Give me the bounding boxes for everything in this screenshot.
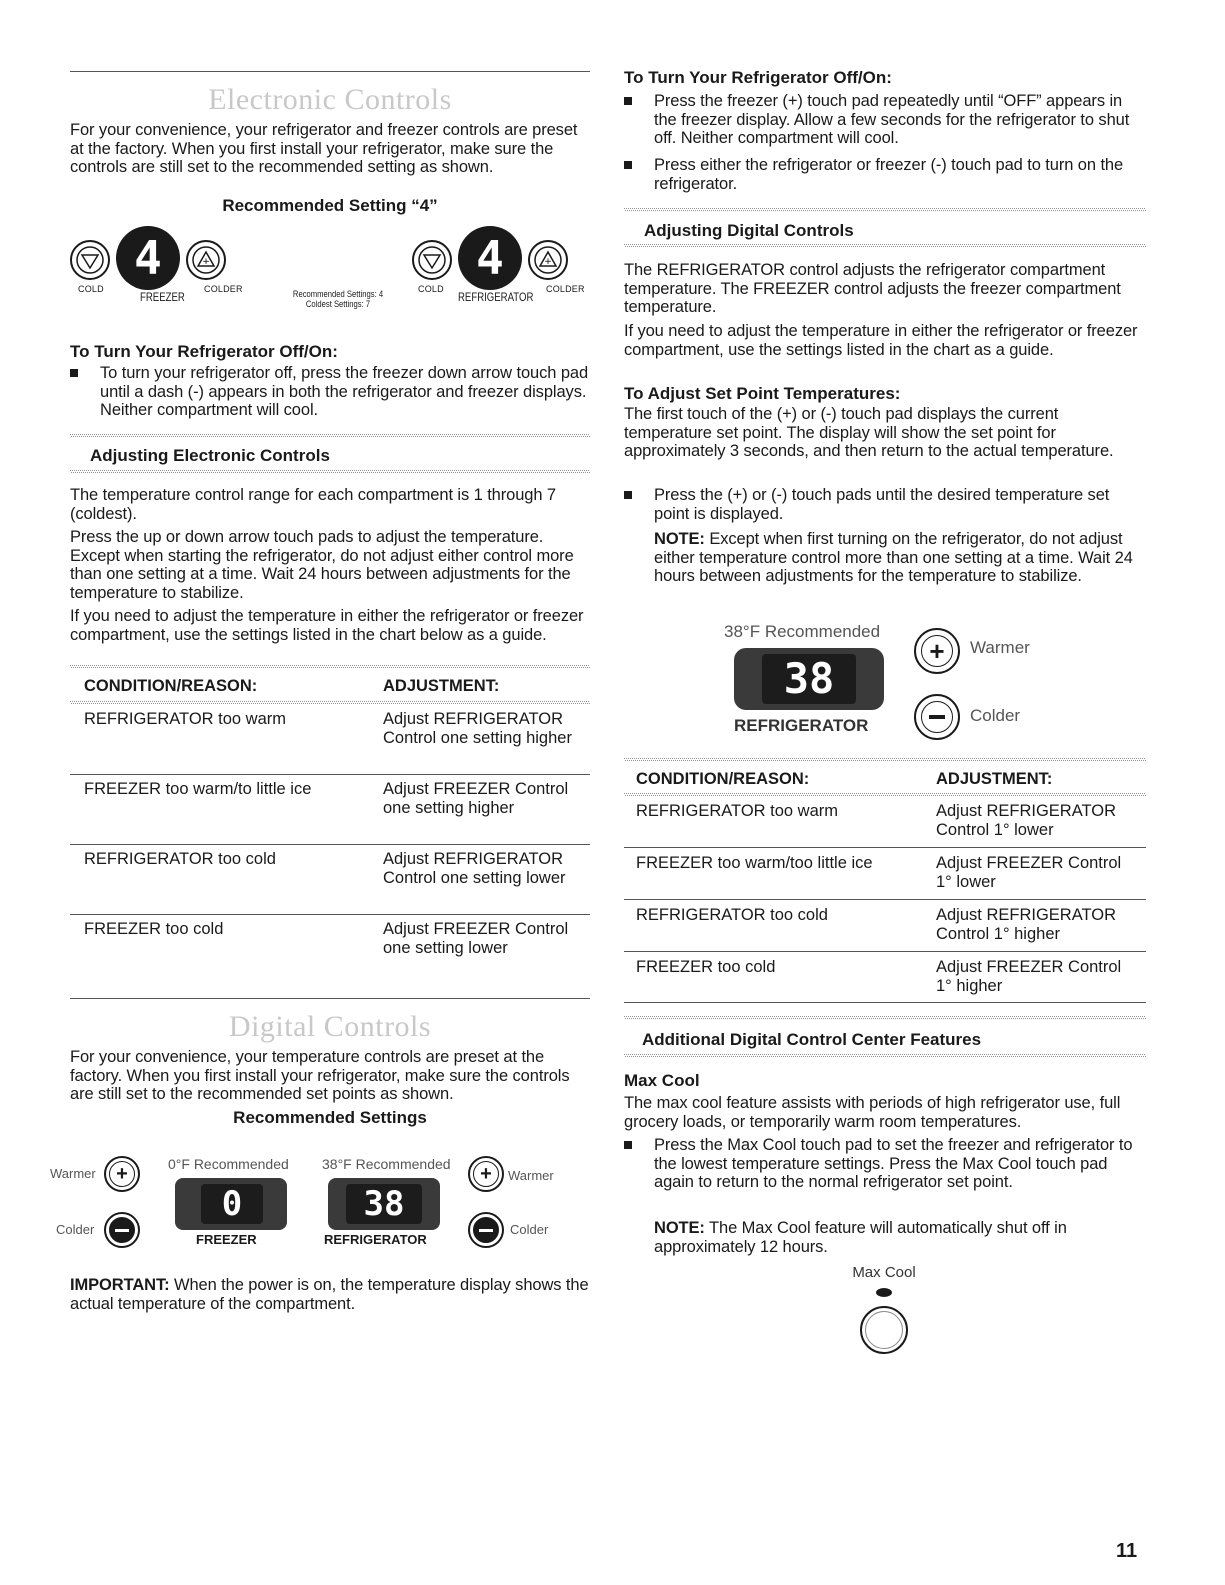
condition-column-header: CONDITION/REASON:	[636, 770, 810, 788]
adjustment-column-header: ADJUSTMENT:	[936, 770, 1053, 788]
plus-icon: +	[109, 1161, 135, 1187]
up-arrow-icon	[533, 245, 563, 275]
recommended-settings-text: Recommended Settings: 4	[292, 289, 384, 299]
features-heading: Additional Digital Control Center Features	[642, 1030, 982, 1049]
setpoint-heading: To Adjust Set Point Temperatures:	[624, 384, 901, 403]
adjustment-cell: Adjust FREEZER Control one setting lower	[383, 920, 569, 957]
bullet-icon	[624, 1141, 632, 1149]
minus-icon	[109, 1217, 135, 1243]
offon-heading: To Turn Your Refrigerator Off/On:	[624, 68, 892, 87]
freezer-recommended: 0°F Recommended	[168, 1156, 289, 1172]
refrigerator-lcd	[328, 1178, 440, 1230]
coldest-settings-text: Coldest Settings: 7	[305, 299, 371, 309]
max-cool-heading: Max Cool	[624, 1071, 700, 1090]
condition-cell: FREEZER too warm/to little ice	[84, 780, 312, 798]
colder-label: COLDER	[204, 284, 243, 294]
dotted-rule	[624, 208, 1146, 212]
recommended-setting-heading: Recommended Setting “4”	[222, 196, 438, 215]
freezer-lcd	[175, 1178, 287, 1230]
adjustment-column-header: ADJUSTMENT:	[383, 677, 500, 695]
condition-cell: REFRIGERATOR too cold	[636, 906, 828, 924]
svg-text:+: +	[202, 257, 210, 267]
colder-label: Colder	[510, 1222, 549, 1237]
freezer-lcd-digits: 0	[201, 1184, 263, 1224]
digital-controls-title: Digital Controls	[228, 1010, 432, 1043]
up-arrow-button[interactable]	[186, 240, 226, 280]
adjusting-electronic-heading: Adjusting Electronic Controls	[90, 446, 330, 465]
table-row	[70, 850, 590, 920]
minus-icon	[473, 1217, 499, 1243]
section-rule	[624, 1002, 1146, 1003]
digital-intro: For your convenience, your temperature controls are preset at the factory. When you first install your refrigerator, make sure the controls are still set to the recommended set points as shown.	[70, 1048, 570, 1103]
down-arrow-icon	[417, 245, 447, 275]
up-arrow-icon	[191, 245, 221, 275]
warmer-label: Warmer	[508, 1168, 554, 1183]
adjustment-cell: Adjust REFRIGERATOR Control 1° lower	[936, 802, 1117, 839]
table-row	[70, 920, 590, 990]
figure-plus-button[interactable]	[914, 628, 960, 674]
refrigerator-lcd-digits: 38	[346, 1184, 422, 1224]
recommended-settings-note	[280, 289, 396, 309]
refrigerator-label: REFRIGERATOR	[324, 1232, 427, 1247]
plus-icon: +	[921, 635, 953, 667]
adjust-paragraph-1: The temperature control range for each compartment is 1 through 7 (coldest).	[70, 486, 557, 523]
row-divider	[624, 847, 1146, 848]
down-arrow-button[interactable]	[412, 240, 452, 280]
freezer-minus-button[interactable]	[104, 1212, 140, 1248]
max-cool-paragraph: The max cool feature assists with periods of high refrigerator use, full grocery loads, or temporarily warm room temperatures.	[624, 1094, 1121, 1131]
offon-bullet	[70, 364, 590, 420]
freezer-label: FREEZER	[196, 1232, 257, 1247]
section-rule	[70, 998, 590, 999]
digital-control-panel	[50, 1150, 590, 1260]
bullet-icon	[624, 491, 632, 499]
figure-warmer: Warmer	[970, 638, 1030, 657]
colder-label: Colder	[56, 1222, 95, 1237]
figure-lcd-digits: 38	[762, 654, 856, 704]
indicator-light-icon	[876, 1288, 892, 1297]
freezer-plus-button[interactable]	[104, 1156, 140, 1192]
offon-bullet-2	[624, 156, 1146, 193]
svg-text:+: +	[544, 257, 552, 267]
offon-bullet-1	[624, 92, 1146, 148]
refrigerator-label: REFRIGERATOR	[458, 290, 534, 304]
section-rule	[70, 71, 590, 72]
adjustment-cell: Adjust REFRIGERATOR Control one setting higher	[383, 710, 572, 747]
setpoint-paragraph: The first touch of the (+) or (-) touch pad displays the current temperature set point. The display will show the set point for approximately 3 seconds, and then return to the actual temperature.	[624, 405, 1114, 460]
offon-bullet-1-text: Press the freezer (+) touch pad repeatedly until “OFF” appears in the freezer display. Allow a few seconds for the refrigerator to shut off. Neither compartment will cool.	[654, 92, 1130, 147]
adjusting-digital-heading: Adjusting Digital Controls	[644, 221, 854, 240]
condition-cell: FREEZER too cold	[84, 920, 224, 938]
recommended-settings-heading: Recommended Settings	[233, 1108, 427, 1127]
adjust-paragraph-3: If you need to adjust the temperature in either the refrigerator or freezer compartment, use the settings listed in the chart below as a guide.	[70, 607, 584, 644]
warmer-label: Warmer	[50, 1166, 96, 1181]
adjustment-cell: Adjust FREEZER Control 1° higher	[936, 958, 1122, 995]
electronic-intro: For your convenience, your refrigerator and freezer controls are preset at the factory. When you first install your refrigerator, make sure the controls are still set to the recommended setting as shown.	[70, 121, 578, 176]
important-paragraph	[70, 1276, 590, 1313]
bullet-icon	[70, 369, 78, 377]
electronic-controls-title: Electronic Controls	[208, 83, 452, 116]
figure-recommended: 38°F Recommended	[724, 622, 881, 641]
important-text: When the power is on, the temperature display shows the actual temperature of the compartment.	[70, 1276, 589, 1313]
setpoint-bullet-text: Press the (+) or (-) touch pads until the desired temperature set point is displayed.	[654, 486, 1110, 523]
table-row	[70, 780, 590, 850]
refrigerator-recommended: 38°F Recommended	[322, 1156, 451, 1172]
note-label: NOTE:	[654, 1219, 705, 1237]
dotted-rule	[70, 665, 590, 669]
note-text: The Max Cool feature will automatically shut off in approximately 12 hours.	[654, 1219, 1067, 1256]
setpoint-note	[654, 530, 1146, 586]
max-cool-bullet-text: Press the Max Cool touch pad to set the freezer and refrigerator to the lowest temperature settings. Press the Max Cool touch pad again to return to the normal refrigerator set point.	[654, 1136, 1133, 1191]
refrigerator-control-panel	[412, 226, 590, 306]
up-arrow-button[interactable]	[528, 240, 568, 280]
adjust-digital-paragraph-2: If you need to adjust the temperature in either the refrigerator or freezer compartment, use the settings listed in the chart as a guide.	[624, 322, 1138, 359]
refrigerator-plus-button[interactable]	[468, 1156, 504, 1192]
freezer-control-panel	[70, 226, 270, 306]
dotted-rule	[70, 470, 590, 474]
figure-lcd	[734, 648, 884, 710]
offon-heading: To Turn Your Refrigerator Off/On:	[70, 342, 338, 361]
row-divider	[70, 774, 590, 775]
freezer-label: FREEZER	[140, 290, 185, 304]
freezer-display: 4	[116, 226, 180, 290]
condition-column-header: CONDITION/REASON:	[84, 677, 258, 695]
condition-cell: FREEZER too cold	[636, 958, 776, 976]
important-label: IMPORTANT:	[70, 1276, 170, 1294]
cold-label: COLD	[78, 284, 104, 294]
dotted-rule	[70, 701, 590, 705]
plus-icon: +	[473, 1161, 499, 1187]
refrigerator-display-figure	[714, 620, 1054, 750]
down-arrow-icon	[75, 245, 105, 275]
dotted-rule	[624, 758, 1146, 762]
adjustment-cell: Adjust REFRIGERATOR Control one setting lower	[383, 850, 566, 887]
bullet-icon	[624, 97, 632, 105]
dotted-rule	[624, 793, 1146, 797]
max-cool-note	[654, 1219, 1146, 1256]
max-cool-figure	[834, 1264, 934, 1364]
adjustment-cell: Adjust FREEZER Control one setting higher	[383, 780, 569, 817]
adjustment-cell: Adjust REFRIGERATOR Control 1° higher	[936, 906, 1117, 943]
page-number: 11	[1116, 1540, 1138, 1562]
dotted-rule	[624, 244, 1146, 248]
max-cool-button-label: Max Cool	[852, 1264, 916, 1281]
max-cool-button[interactable]	[860, 1306, 908, 1354]
dotted-rule	[624, 1054, 1146, 1058]
dotted-rule	[70, 434, 590, 438]
bullet-icon	[624, 161, 632, 169]
row-divider	[70, 844, 590, 845]
condition-cell: REFRIGERATOR too cold	[84, 850, 276, 868]
max-cool-bullet	[624, 1136, 1146, 1192]
note-label: NOTE:	[654, 530, 705, 548]
adjust-paragraph-2: Press the up or down arrow touch pads to adjust the temperature. Except when starting the refrigerator, do not adjust either control more than one setting at a time. Wait 24 hours between adjustments for the temperature to stabilize.	[70, 528, 574, 602]
figure-minus-button[interactable]	[914, 694, 960, 740]
setpoint-bullet	[624, 486, 1146, 523]
down-arrow-button[interactable]	[70, 240, 110, 280]
condition-cell: REFRIGERATOR too warm	[84, 710, 287, 728]
condition-cell: FREEZER too warm/too little ice	[636, 854, 873, 872]
cold-label: COLD	[418, 284, 444, 294]
refrigerator-display: 4	[458, 226, 522, 290]
adjust-digital-paragraph-1: The REFRIGERATOR control adjusts the refrigerator compartment temperature. The FREEZER control adjusts the freezer compartment temperature.	[624, 261, 1121, 316]
table-row	[70, 710, 590, 780]
colder-label: COLDER	[546, 284, 585, 294]
figure-colder: Colder	[970, 706, 1021, 725]
row-divider	[624, 951, 1146, 952]
condition-cell: REFRIGERATOR too warm	[636, 802, 839, 820]
offon-bullet-text: To turn your refrigerator off, press the freezer down arrow touch pad until a dash (-) appears in both the refrigerator and freezer displays. Neither compartment will cool.	[100, 364, 589, 419]
minus-icon	[921, 701, 953, 733]
row-divider	[70, 914, 590, 915]
dotted-rule	[624, 1016, 1146, 1020]
adjustment-cell: Adjust FREEZER Control 1° lower	[936, 854, 1122, 891]
refrigerator-minus-button[interactable]	[468, 1212, 504, 1248]
figure-label: REFRIGERATOR	[734, 716, 869, 735]
row-divider	[624, 899, 1146, 900]
note-text: Except when first turning on the refrigerator, do not adjust either temperature control more than one setting at a time. Wait 24 hours between adjustments for the temperature to stabilize.	[654, 530, 1133, 585]
button-ring-icon	[865, 1311, 903, 1349]
offon-bullet-2-text: Press either the refrigerator or freezer (-) touch pad to turn on the refrigerator.	[654, 156, 1124, 193]
